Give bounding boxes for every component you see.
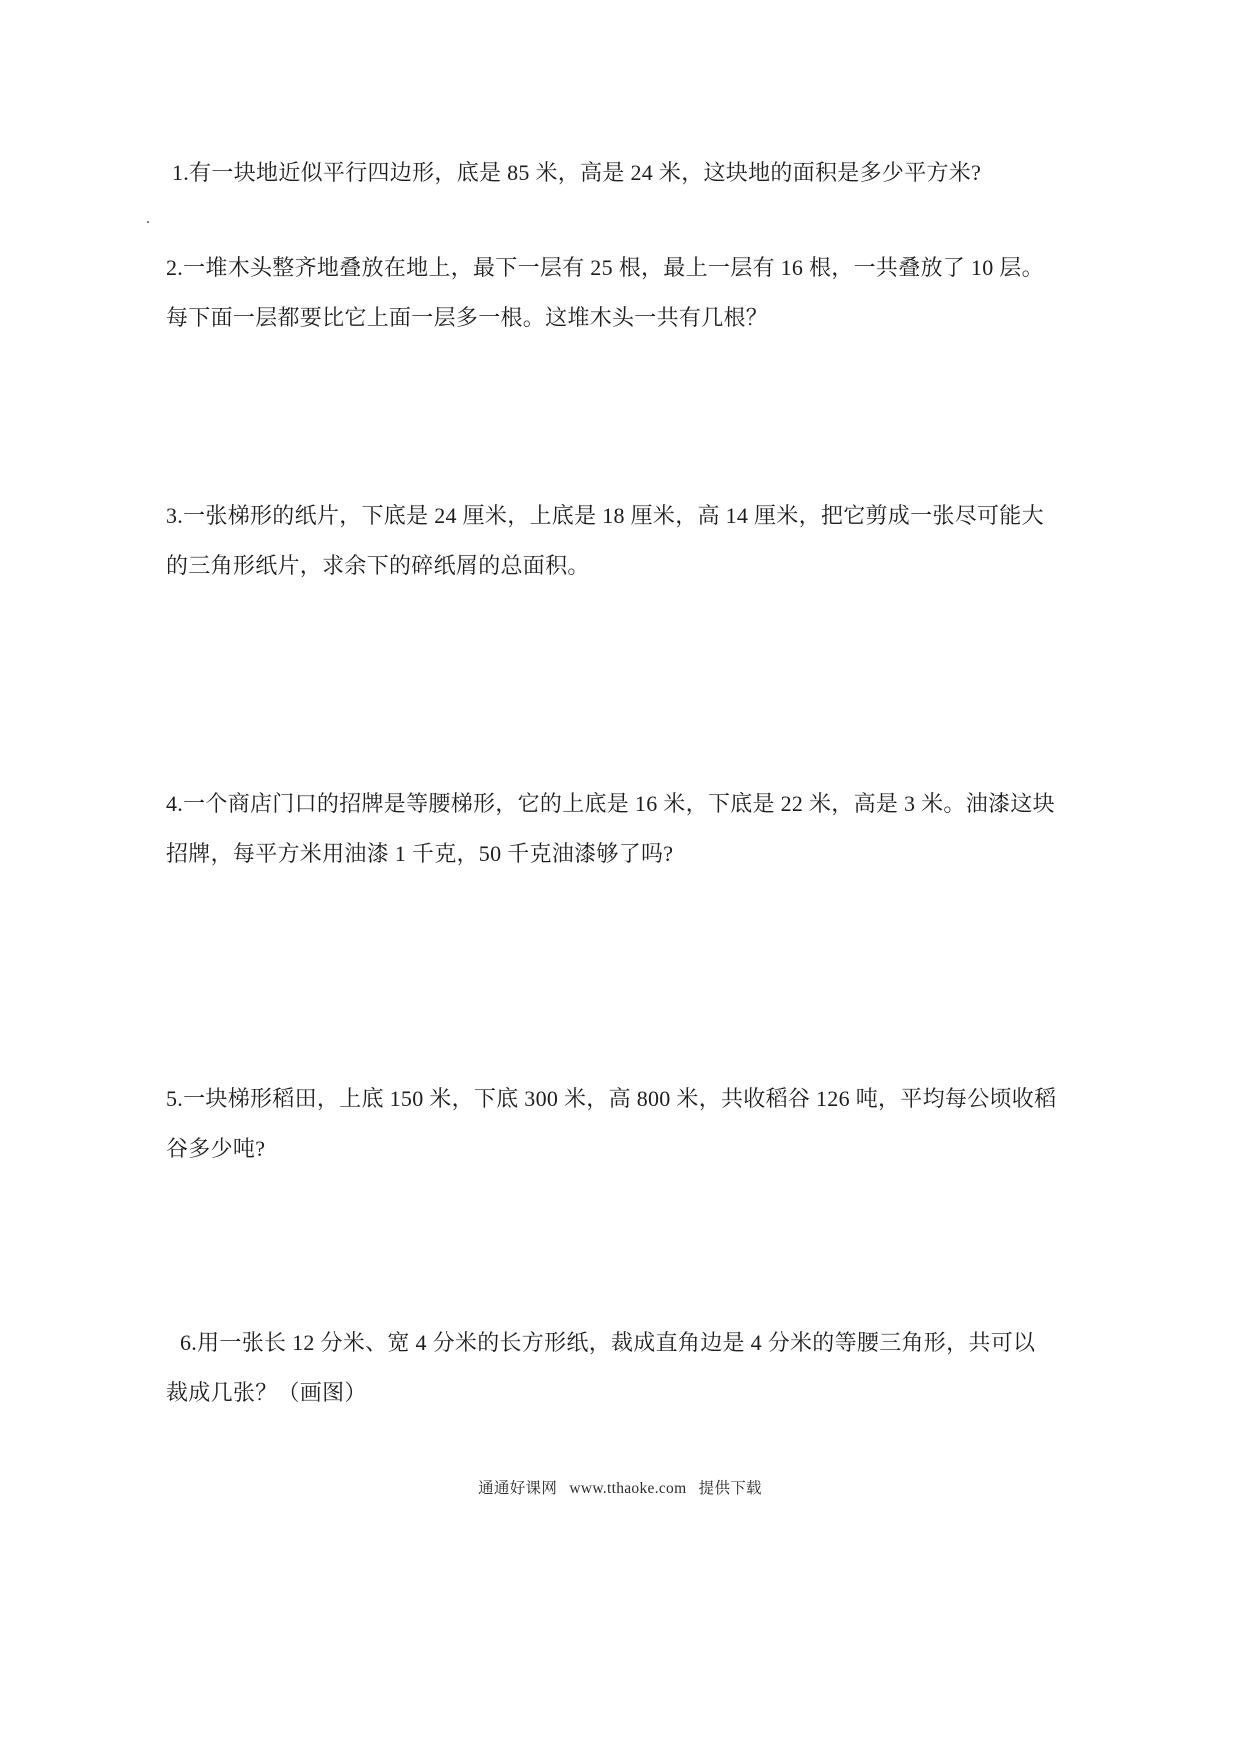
footer-url: www.tthaoke.com bbox=[569, 1480, 687, 1497]
footer-site-name: 通通好课网 bbox=[478, 1480, 558, 1497]
question-4 bbox=[166, 779, 1086, 879]
question-1-line-1: 1.有一块地近似平行四边形，底是 85 米，高是 24 米，这块地的面积是多少平方米? bbox=[172, 160, 982, 185]
question-5-line-1: 5.一块梯形稻田，上底 150 米，下底 300 米，高 800 米，共收稻谷 126 吨，平均每公顷收稻 bbox=[166, 1086, 1057, 1111]
question-3-line-1: 3.一张梯形的纸片，下底是 24 厘米，上底是 18 厘米，高 14 厘米，把它剪成一张尽可能大 bbox=[166, 503, 1044, 528]
question-1 bbox=[166, 148, 1086, 198]
question-5-line-2: 谷多少吨? bbox=[166, 1136, 266, 1161]
footer-suffix: 提供下载 bbox=[698, 1480, 762, 1497]
question-3 bbox=[166, 491, 1086, 591]
question-2 bbox=[166, 243, 1086, 343]
question-2-line-1: 2.一堆木头整齐地叠放在地上，最下一层有 25 根，最上一层有 16 根，一共叠放了 10 层。 bbox=[166, 255, 1044, 280]
question-6-line-2: 裁成几张？（画图） bbox=[166, 1380, 367, 1405]
question-6 bbox=[166, 1318, 1086, 1418]
question-4-line-1: 4.一个商店门口的招牌是等腰梯形，它的上底是 16 米，下底是 22 米，高是 3 米。油漆这块 bbox=[166, 791, 1055, 816]
question-4-line-2: 招牌，每平方米用油漆 1 千克，50 千克油漆够了吗? bbox=[166, 841, 674, 866]
question-2-line-2: 每下面一层都要比它上面一层多一根。这堆木头一共有几根？ bbox=[166, 305, 769, 330]
question-5 bbox=[166, 1074, 1086, 1174]
stray-period-mark: . bbox=[146, 210, 150, 227]
question-3-line-2: 的三角形纸片，求余下的碎纸屑的总面积。 bbox=[166, 553, 590, 578]
question-6-line-1: 6.用一张长 12 分米、宽 4 分米的长方形纸，裁成直角边是 4 分米的等腰三角形，共可以 bbox=[180, 1330, 1036, 1355]
page-footer bbox=[0, 1476, 1240, 1498]
